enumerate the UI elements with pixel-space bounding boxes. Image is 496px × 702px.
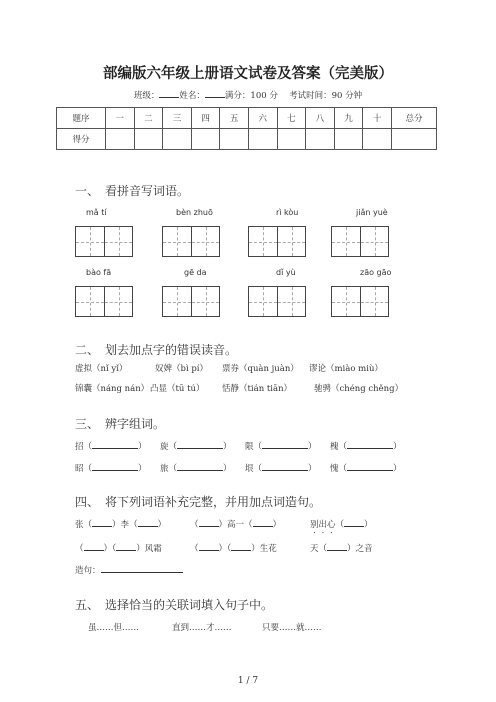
page-number: 1 / 7 [237,676,259,686]
page-title: 部编版六年级上册语文试卷及答案（完美版） [103,66,393,82]
pinyin: gē da [184,268,207,277]
idiom-item: 张（ ）李（ ） [75,520,167,530]
pinyin: mǎ tí [86,208,107,217]
word-item: 昭（ ） [75,464,147,474]
pinyin: bào fā [86,268,112,277]
name-blank [205,89,225,98]
score-cell[interactable] [220,129,249,150]
answer-blank[interactable] [253,518,273,527]
score-cell[interactable] [134,129,163,150]
word-item: 招（ ） [75,442,147,452]
pinyin: bèn zhuō [176,208,213,217]
answer-blank[interactable] [199,542,219,551]
base-char: 旅 [160,464,169,474]
word-item: 限（ ） [245,442,317,452]
char-grid[interactable] [162,286,220,317]
score-cell[interactable] [306,129,335,150]
conjunction-option: 直到……才…… [172,623,232,633]
word-item: 槐（ ） [330,442,402,452]
char-grid[interactable] [331,286,389,317]
answer-blank[interactable] [262,440,308,449]
answer-blank[interactable] [199,518,219,527]
section3-heading: 三、 辨字组词。 [75,417,166,431]
col-header: 七 [277,108,306,129]
answer-blank[interactable] [177,440,223,449]
char-grid[interactable] [75,286,133,317]
col-header: 四 [191,108,220,129]
pinyin: zāo gāo [360,268,392,277]
col-header: 总分 [392,108,437,129]
score-cell[interactable] [392,129,437,150]
base-char: 限 [245,442,254,452]
full-score: 满分：100 分 [224,91,278,101]
base-char: 招 [75,442,84,452]
base-char: 槐 [330,442,339,452]
answer-blank[interactable] [262,462,308,471]
exam-time: 考试时间：90 分钟 [289,91,363,101]
score-cell[interactable] [363,129,392,150]
col-header: 九 [334,108,363,129]
col-header: 三 [163,108,192,129]
answer-blank[interactable] [177,462,223,471]
idiom-char: 李 [120,520,130,530]
conjunction-option: 虽……但…… [88,623,140,633]
reading-item: 驰骋（chéng chěng） [314,384,404,394]
sentence-line [75,564,183,576]
idiom-char: 天 [310,544,319,554]
sentence-blank[interactable] [101,564,183,573]
word-item: 旅（ ） [160,464,232,474]
answer-blank[interactable] [138,518,158,527]
col-header: 五 [220,108,249,129]
answer-blank[interactable] [347,462,393,471]
answer-blank[interactable] [347,440,393,449]
base-char: 旋 [160,442,169,452]
word-item: 旋（ ） [160,442,232,452]
answer-blank[interactable] [92,518,112,527]
idiom-item: 天（ ）之音 [310,544,373,554]
reading-item: 虚拟（nǐ yǐ） [75,364,128,374]
idiom-char: 之音 [355,544,373,554]
char-grid[interactable] [248,226,306,257]
score-cell[interactable] [334,129,363,150]
idiom-char: 别出心 [310,520,336,530]
col-header: 十 [363,108,392,129]
pinyin: dǐ yù [276,268,296,277]
row-label: 得分 [57,129,106,150]
score-cell[interactable] [248,129,277,150]
idiom-char: 张 [75,520,84,530]
answer-blank[interactable] [92,462,138,471]
reading-item: 谬论（miào miù） [309,364,383,374]
section5-heading: 五、 选择恰当的关联词填入句子中。 [75,598,274,612]
col-header: 八 [306,108,335,129]
section2-heading: 二、 划去加点字的错误读音。 [75,343,238,357]
score-cell[interactable] [163,129,192,150]
answer-blank[interactable] [327,542,347,551]
class-blank [159,89,179,98]
base-char: 愧 [330,464,339,474]
base-char: 昭 [75,464,84,474]
score-table-header-row [57,108,437,129]
pinyin: rì kòu [276,208,299,217]
idiom-char: 风霜 [144,544,162,554]
idiom-item: （ ）（ ）风霜 [75,544,162,554]
char-grid[interactable] [331,226,389,257]
word-item: 愧（ ） [330,464,402,474]
col-header: 二 [134,108,163,129]
answer-blank[interactable] [84,542,104,551]
word-item: 垠（ ） [245,464,317,474]
name-label: 姓名： [179,91,205,101]
col-header: 六 [248,108,277,129]
idiom-item: 别出心（ ） [310,520,373,530]
reading-item: 凸显（tū tú） [150,384,205,394]
char-grid[interactable] [248,286,306,317]
idiom-item: （ ）（ ）生花 [190,544,277,554]
answer-blank[interactable] [116,542,136,551]
score-table [56,107,437,150]
section1-heading: 一、 看拼音写词语。 [75,184,190,198]
base-char: 垠 [245,464,254,474]
char-grid[interactable] [75,226,133,257]
answer-blank[interactable] [231,542,251,551]
class-label: 班级： [133,91,160,101]
reading-item: 锦囊（náng nán） [75,384,150,394]
answer-blank[interactable] [92,440,138,449]
idiom-item: （ ）高一（ ） [190,520,282,530]
conjunction-option: 只要……就…… [262,623,322,633]
reading-item: 奴婢（bì pí） [155,364,209,374]
col-header: 题序 [57,108,106,129]
score-cell[interactable] [106,129,135,150]
score-cell[interactable] [277,129,306,150]
reading-item: 票券（quàn juàn） [222,364,299,374]
col-header: 一 [106,108,135,129]
answer-blank[interactable] [344,518,364,527]
reading-item: 恬静（tián tiān） [222,384,293,394]
pinyin: jiǎn yuè [356,208,388,217]
sentence-label: 造句： [75,566,101,576]
score-table-score-row [57,129,437,150]
section4-heading: 四、 将下列词语补充完整，并用加点词造句。 [75,495,322,509]
score-cell[interactable] [191,129,220,150]
char-grid[interactable] [162,226,220,257]
idiom-char: 高一 [227,520,245,530]
exam-info [0,89,496,101]
idiom-char: 生花 [259,544,277,554]
